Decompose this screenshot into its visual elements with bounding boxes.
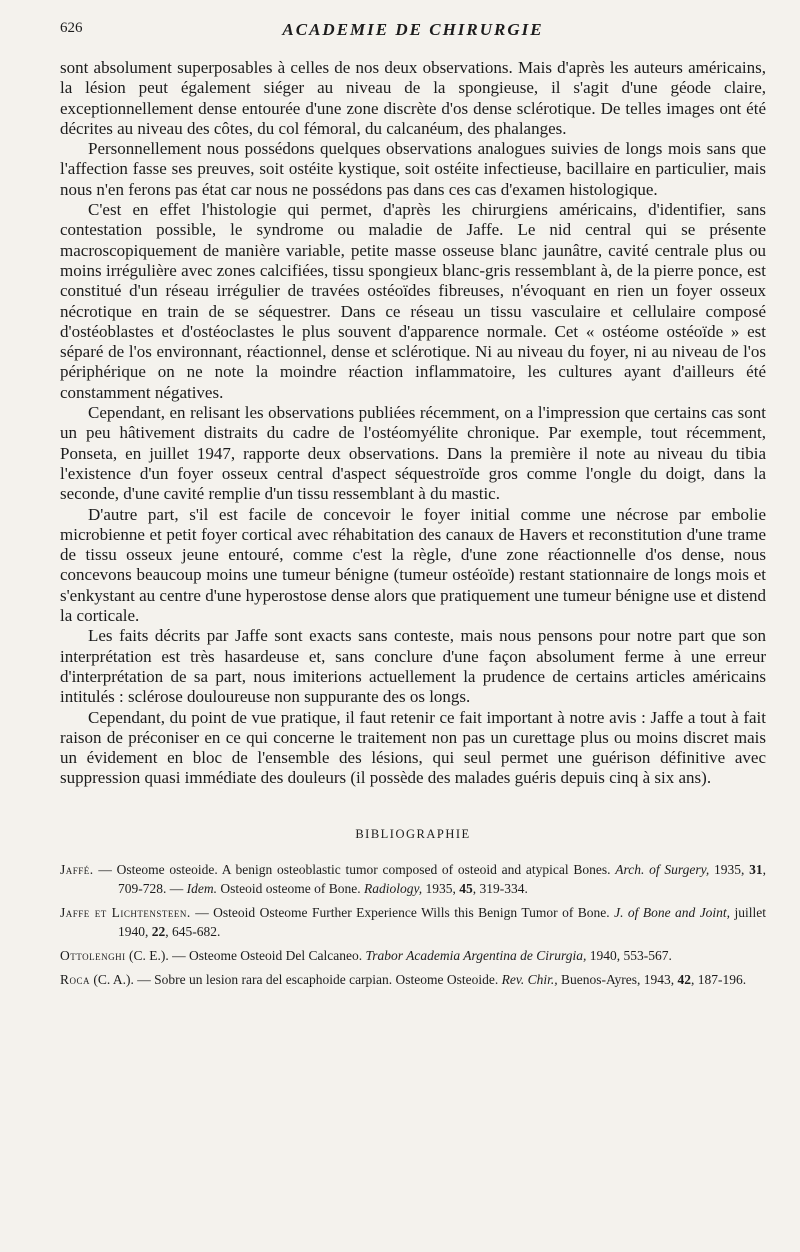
reference-text: 1935,	[709, 861, 750, 877]
bibliography-heading: BIBLIOGRAPHIE	[355, 826, 471, 841]
reference-item	[60, 946, 766, 965]
reference-idem: Idem.	[186, 880, 217, 896]
page-header	[60, 20, 766, 44]
reference-text: , 645-682.	[165, 923, 221, 939]
reference-author: Jaffe et Lichtensteen.	[60, 904, 191, 920]
reference-text: Buenos-Ayres, 1943,	[557, 971, 678, 987]
running-title: ACADEMIE DE CHIRURGIE	[282, 20, 544, 39]
reference-author: Jaffé.	[60, 861, 94, 877]
reference-item	[60, 860, 766, 898]
reference-journal: Arch. of Surgery,	[615, 861, 710, 877]
reference-text: (C. A.). — Sobre un lesion rara del escaphoide carpian. Osteome Osteoide.	[90, 971, 502, 987]
article-body	[60, 58, 766, 994]
reference-text: — Osteoid Osteome Further Experience Wills this Benign Tumor of Bone.	[190, 904, 615, 920]
reference-text: juillet 1940,	[118, 904, 766, 939]
bibliography-list	[60, 860, 766, 989]
reference-journal: Radiology,	[363, 880, 423, 896]
reference-text: — Osteome osteoide. A benign osteoblastic tumor composed of osteoid and atypical Bones.	[93, 861, 616, 877]
reference-text: , 319-334.	[472, 880, 528, 896]
reference-text: 1935,	[422, 880, 460, 896]
reference-text: Osteoid osteome of Bone.	[217, 880, 364, 896]
paragraph: Cependant, du point de vue pratique, il faut retenir ce fait important à notre avis : Jaffe a tout à fait raison de préconiser en ce qui concerne le traitement non pas un curettage plus ou moins discret mais un évidement en bloc de l'ensemble des lésions, qui seul permet une guérison définitive avec suppression quasi immédiate des douleurs (il possède des malades guéris depuis cinq à six ans).	[60, 707, 766, 788]
paragraph: D'autre part, s'il est facile de concevoir le foyer initial comme une nécrose par embolie microbienne et petit foyer cortical avec réhabitation des canaux de Havers et reconstitution d'une trame de tissu osseux jeune entouré, comme c'est la règle, d'une zone réactionnelle d'os dense, nous concevons beaucoup moins une tumeur bénigne (tumeur ostéoïde) restant stationnaire de longs mois et s'enkystant au centre d'une hyperostose dense alors que pratiquement une tumeur bénigne use et distend la corticale.	[60, 504, 766, 626]
reference-journal: Trabor Academia Argentina de Cirurgia,	[365, 947, 587, 963]
reference-journal: Rev. Chir.,	[501, 971, 558, 987]
paragraph: Les faits décrits par Jaffe sont exacts sans conteste, mais nous pensons pour notre part que son interprétation est très hasardeuse et, sans conclure d'une façon absolument ferme à une erreur d'interprétation de sa part, nous imiterions actuellement la prudence de certains articles américains intitulés : sclérose douloureuse non suppurante des os longs.	[60, 626, 766, 707]
reference-text: , 187-196.	[691, 971, 747, 987]
paragraph: Personnellement nous possédons quelques observations analogues suivies de longs mois sans que l'affection fasse ses preuves, soit ostéite kystique, soit ostéite infectieuse, bacillaire en particulier, mais nous n'en ferons pas état car nous ne possédons pas dans ces cas d'examen histologique.	[60, 139, 766, 199]
reference-text: 1940, 553-567.	[586, 947, 672, 963]
reference-author: Roca	[60, 971, 91, 987]
reference-volume: 42	[677, 971, 692, 987]
reference-text: , 709-728. —	[118, 861, 766, 896]
reference-text: (C. E.). — Osteome Osteoid Del Calcaneo.	[125, 947, 366, 963]
reference-item	[60, 903, 766, 941]
paragraph: C'est en effet l'histologie qui permet, d'après les chirurgiens américains, d'identifier, sans contestation possible, le syndrome ou maladie de Jaffe. Le nid central qui se présente macroscopiquement de manière variable, petite masse osseuse blanc jaunâtre, cavité centrale plus ou moins irrégulière avec zones calcifiées, tissu spongieux blanc-gris ressemblant à, de la pierre ponce, est constitué d'un réseau irrégulier de travées ostéoïdes fibreuses, n'évoquant en rien un foyer osseux nécrotique en train de se séquestrer. Dans ce réseau un tissu vasculaire et cellulaire composé d'ostéoblastes et d'ostéoclastes le plus souvent d'apparence normale. Cet « ostéome ostéoïde » est séparé de l'os environnant, réactionnel, dense et sclérotique. Ni au niveau du foyer, ni au niveau de l'os périphérique on ne note la moindre réaction inflammatoire, les cultures ayant d'ailleurs été constamment négatives.	[60, 200, 766, 402]
reference-volume: 22	[151, 923, 166, 939]
paragraph: sont absolument superposables à celles de nos deux observations. Mais d'après les auteurs américains, la lésion peut également siéger au niveau de la spongieuse, il s'agit d'une géode claire, exceptionnellement dense entourée d'une zone discrète d'os dense sclérotique. De telles images ont été décrites au niveau des côtes, du col fémoral, du calcanéum, des phalanges.	[60, 58, 766, 138]
reference-item	[60, 970, 766, 989]
paragraph: Cependant, en relisant les observations publiées récemment, on a l'impression que certains cas sont un peu hâtivement distraits du cadre de l'ostéomyélite chronique. Par exemple, tout récemment, Ponseta, en juillet 1947, rapporte deux observations. Dans la première il note au niveau du tibia l'existence d'un foyer osseux central d'aspect séquestroïde gros comme l'ongle du doigt, dans la seconde, d'une cavité remplie d'un tissu ressemblant à du mastic.	[60, 403, 766, 504]
page-number: 626	[60, 20, 83, 36]
reference-volume: 31	[749, 861, 763, 877]
reference-author: Ottolenghi	[60, 947, 126, 963]
reference-journal: J. of Bone and Joint,	[614, 904, 731, 920]
reference-volume: 45	[459, 880, 473, 896]
